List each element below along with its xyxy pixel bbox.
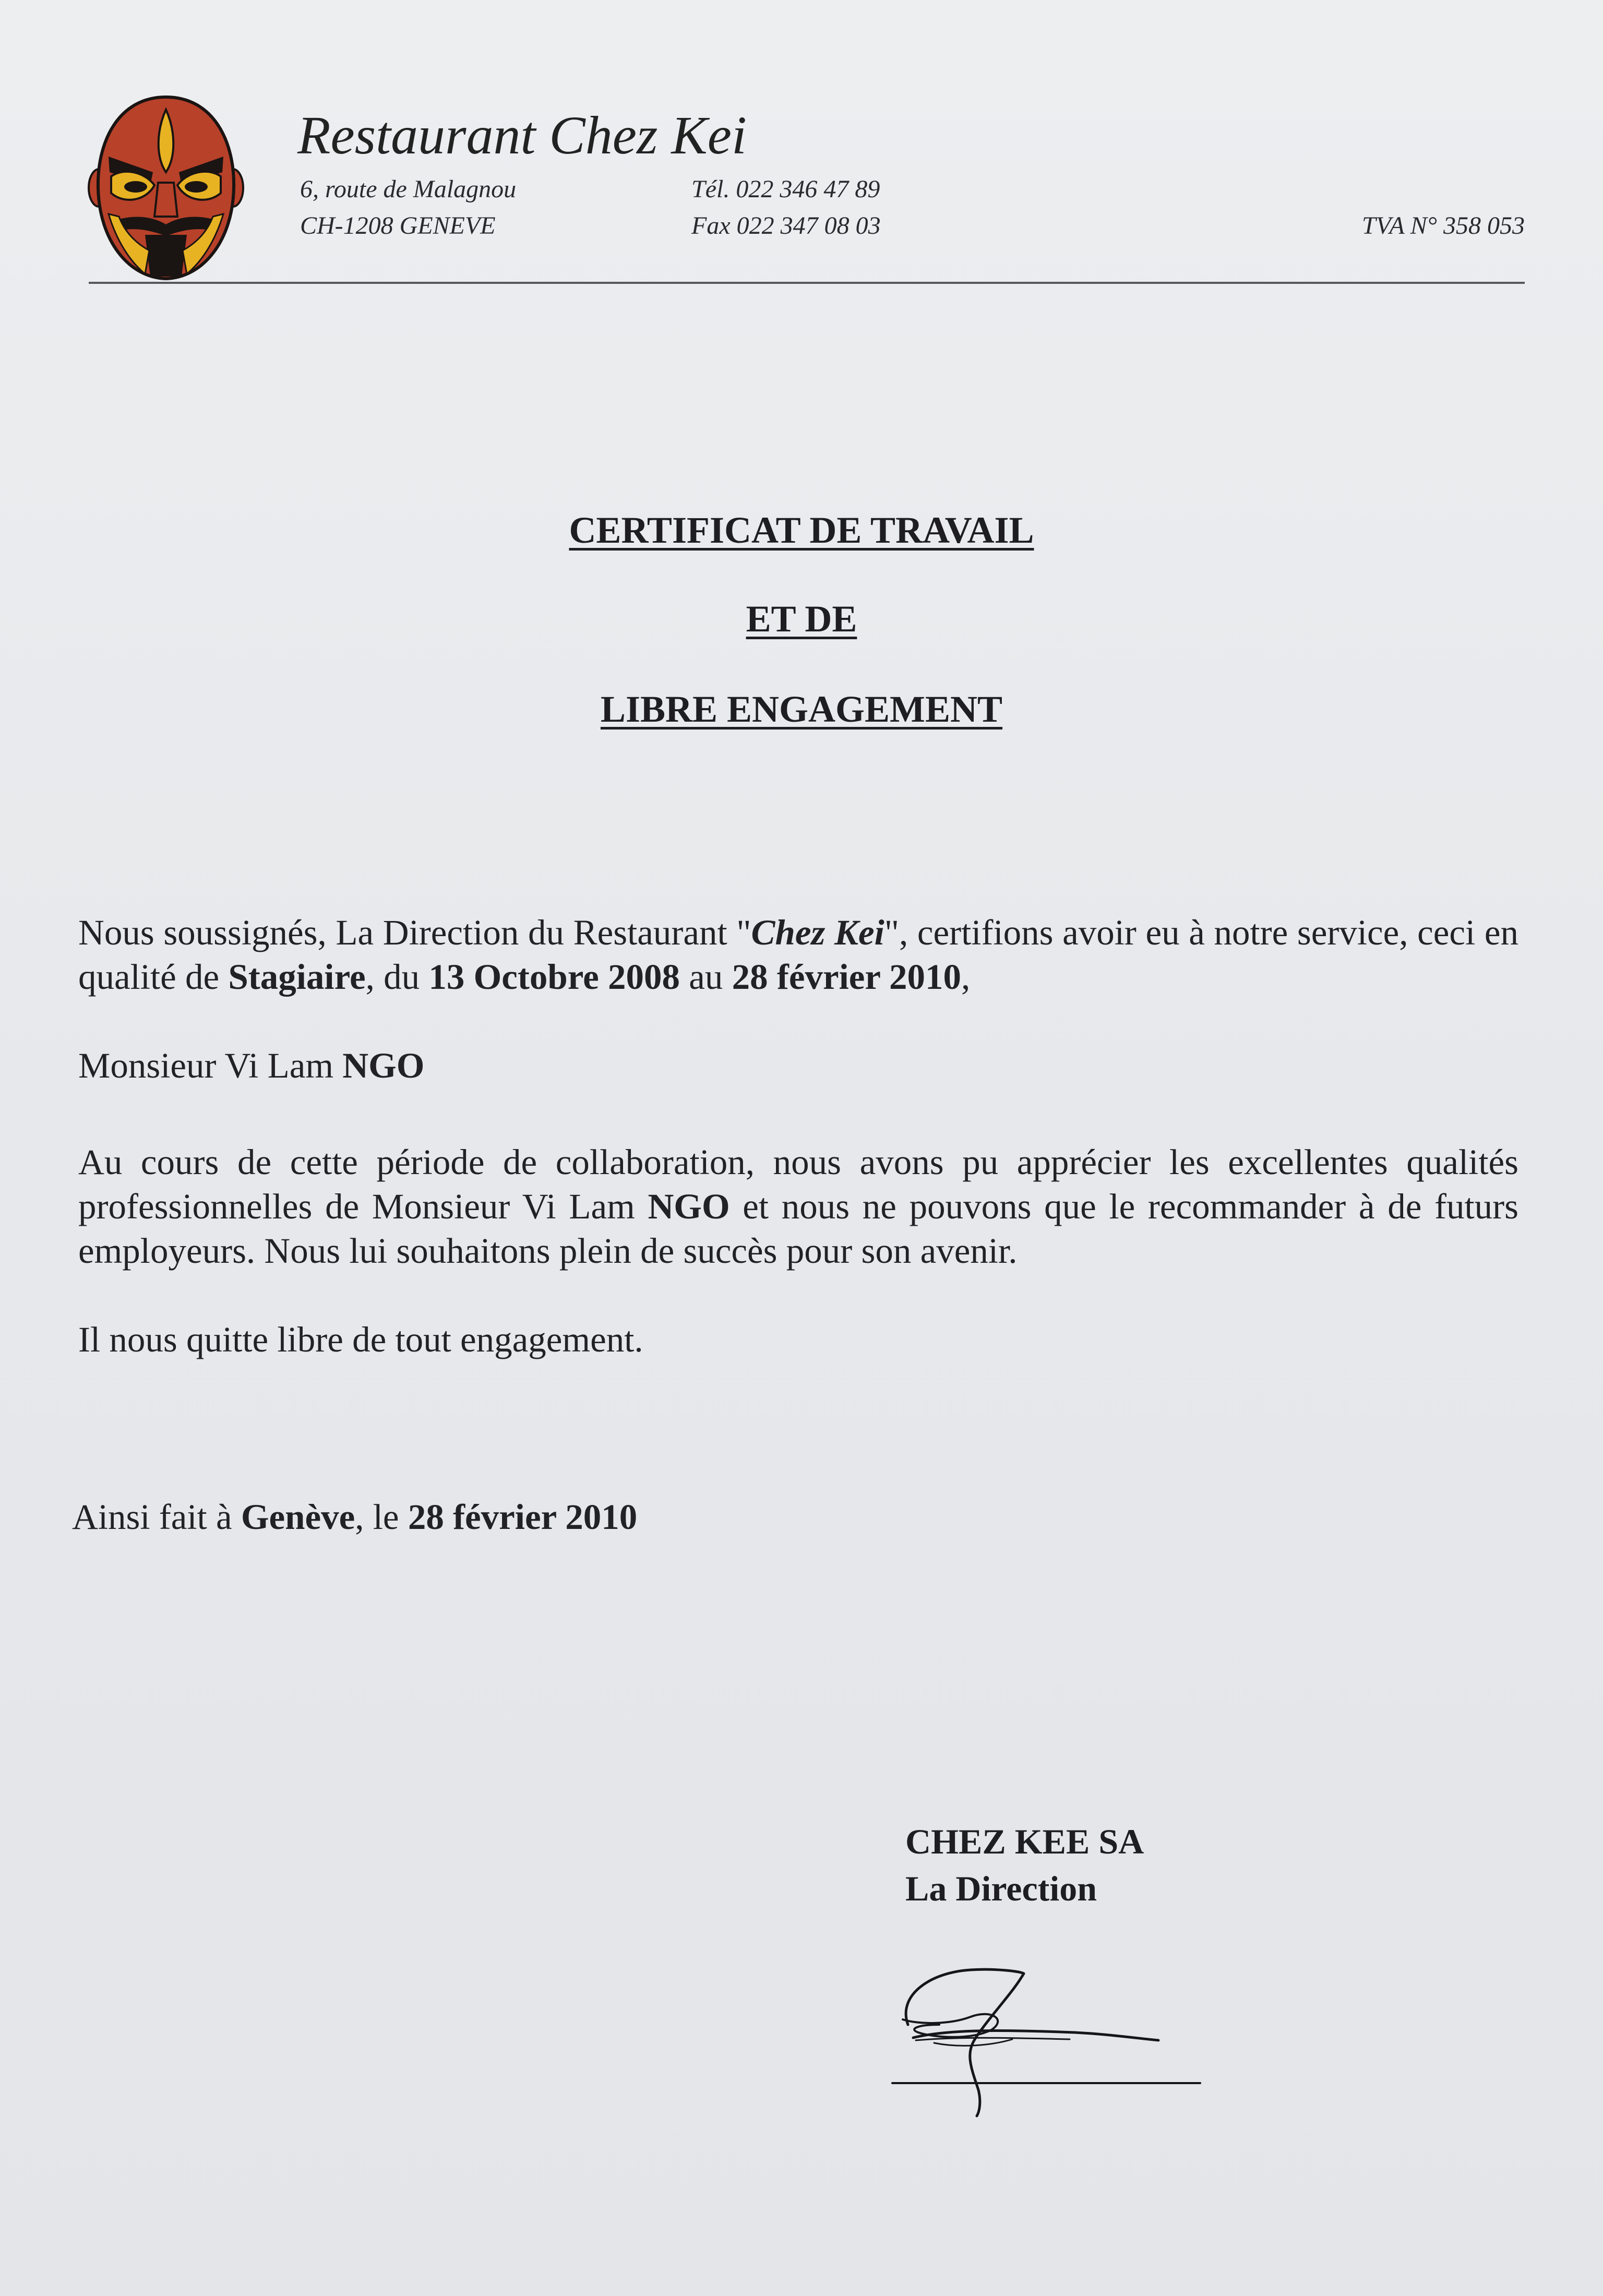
employee-name-line [78, 1044, 1518, 1088]
text-run: au [680, 957, 732, 997]
restaurant-name-inline: Chez Kei [751, 913, 884, 952]
start-date: 13 Octobre 2008 [428, 957, 680, 997]
employee-surname: NGO [342, 1046, 425, 1085]
place-date-line [72, 1495, 1512, 1539]
text-run: Ainsi fait à [72, 1497, 241, 1537]
text-run: , [961, 957, 971, 997]
employment-role: Stagiaire [228, 957, 366, 997]
text-run: Nous soussignés, La Direction du Restaurant " [78, 913, 751, 952]
signing-date: 28 février 2010 [408, 1497, 638, 1537]
phone-number: Tél. 022 346 47 89 [691, 175, 880, 203]
handwritten-signature-icon [887, 1946, 1221, 2124]
text-run: ", certifions avoir eu à notre service, ceci en qualité de [78, 913, 1518, 997]
restaurant-name: Restaurant Chez Kei [297, 105, 747, 165]
document-title-line-3: LIBRE ENGAGEMENT [600, 688, 1003, 730]
address-street: 6, route de Malagnou [300, 175, 517, 203]
address-city: CH-1208 GENEVE [300, 212, 496, 240]
document-title-line-1: CERTIFICAT DE TRAVAIL [569, 509, 1034, 551]
text-run: Au cours de cette période de collaboration, nous avons pu apprécier les excellentes qualités professionnelles de Monsieur Vi Lam [78, 1142, 1518, 1226]
opera-mask-icon [88, 94, 244, 282]
signatory-department: La Direction [905, 1869, 1097, 1908]
text-run: Monsieur Vi Lam [78, 1046, 343, 1085]
end-date: 28 février 2010 [732, 957, 962, 997]
release-statement: Il nous quitte libre de tout engagement. [78, 1320, 643, 1359]
fax-number: Fax 022 347 08 03 [691, 212, 881, 240]
text-run: et nous ne pouvons que le recommander à de futurs employeurs. Nous lui souhaitons plein de succès pour son avenir. [78, 1187, 1518, 1271]
certification-paragraph [78, 911, 1518, 999]
text-run: , le [355, 1497, 408, 1537]
signing-place: Genève [241, 1497, 355, 1537]
vat-number: TVA N° 358 053 [1361, 212, 1525, 240]
text-run: , du [365, 957, 429, 997]
employee-surname: NGO [648, 1187, 730, 1226]
document-title-line-2: ET DE [746, 598, 857, 640]
header-divider [89, 282, 1525, 284]
company-name: CHEZ KEE SA [905, 1822, 1144, 1861]
recommendation-paragraph [78, 1140, 1518, 1273]
